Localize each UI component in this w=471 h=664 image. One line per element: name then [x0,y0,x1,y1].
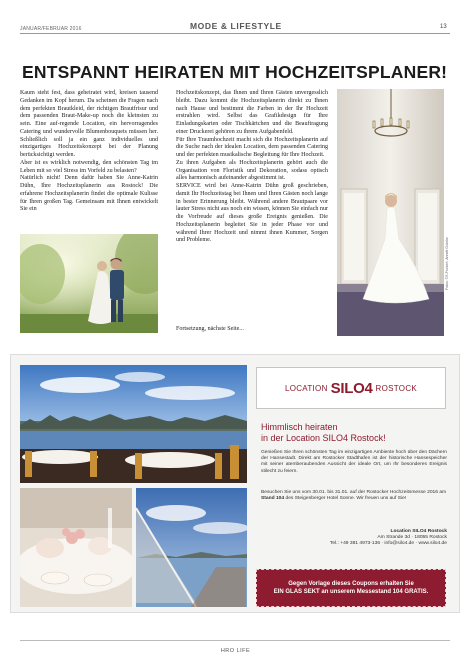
paragraph: Aber ist es wirklich notwendig, den schönsten Tag im Leben mit so viel Stress im Vorfeld zu belasten? [20,159,158,174]
paragraph: Hochzeitskonzept, das Ihnen und Ihren Gästen unvergesslich bleibt. Dazu kommt die Hochzeitsplanerin direkt zu Ihnen nach Hause und bestimmt die Farben in der Ihr Hochzeit erstrahlen wird. Selbst das Grafikdesign für Ihre Einladungskarten oder Tischkärtchen und die Beauftragung einer Druckerei gehören zu ihrem Aufgabenfeld. [176,90,328,135]
ad-headline-line-2: in der Location SILO4 Rostock! [261,433,386,443]
address-name: Location SILO4 Rostock [390,529,447,534]
header-divider [20,33,450,34]
table-decoration-photo [20,488,132,607]
harbor-view-photo [136,488,247,607]
paragraph: SERVICE wird bei Anne-Katrin Dühn groß geschrieben, damit Ihr Hochzeitstag bei Ihnen und Ihren Gästen noch lange in bester Erinnerung bleibt. Während andere Brautpaare vor lauter Stress nicht aus noch ein wissen, können Sie einfach nur die Vorfreude auf dieses große Ereignis genießen. Die Hochzeitsplanerin begleitet Sie in jeder Phase vor und während Ihrer Hochzeit und nimmt ihnen Kummer, Sorgen und Probleme. [176,183,328,244]
bride-chandelier-photo [337,89,444,336]
footer-label: HRO LIFE [220,648,251,654]
article-column-2 [176,90,328,245]
continued-note: Fortsetzung, nächste Seite... [176,326,244,332]
photo-credit: Fotos: ©S.Pockert, Annett Grünke [445,237,449,290]
stand-number: Stand 104 [261,496,285,502]
paragraph: Zu ihren Aufgaben als Hochzeitsplanerin gehört auch die Organisation von Floristik und Dekoration, sodass optisch alles harmonisch aufeinander abgestimmt ist. [176,159,328,182]
section-title: MODE & LIFESTYLE [190,21,282,31]
ad-address [300,529,447,548]
address-street: Am Strande 3d · 18055 Rostock [377,535,447,541]
page-number: 13 [440,24,447,30]
issue-date: JANUAR/FEBRUAR 2016 [20,26,82,32]
coupon-box [256,569,446,607]
logo-location-text: LOCATION [284,383,328,393]
coupon-line-2: EIN GLAS SEKT an unserem Messestand 104 GRATIS. [273,589,429,595]
ad-description: Genießen Sie Ihren schönsten Tag im einzigartigen Ambiente hoch über den Dächern der Hansestadt. Direkt am Rostocker Stadthafen ist der historische Hansespeicher mit seiner atemberaubenden Aussicht der ideale Ort, um Ihr besonderes Ereignis stilecht zu feiern. [261,450,447,474]
visit-text: des Steigenberger Hotel Sonne. Wir freuen uns auf Sie! [284,496,407,502]
logo-city-text: ROSTOCK [375,383,418,393]
coupon-line-1: Gegen Vorlage dieses Coupons erhalten Sie [288,581,414,587]
visit-text: Besuchen Sie uns vom 30.01. bis 31.01. auf der Rostocker Hochzeitsmesse 2016 am [261,490,447,495]
address-contact: Tel.: +49 381 4973-136 · info@silo4.de · www.silo4.de [329,541,447,547]
paragraph: Kaum steht fest, dass geheiratet wird, kreisen tausend Gedanken im Kopf herum. Da scheinen die Fragen nach dem perfekten Brautkleid, der richtigen Brautfrisur und dem passenden Braut-Make-up noch die kleinsten zu sein. Eine auf-regende Location, ein hervorragendes Catering und wundervolle Blumenbouquets müssen her. Schließlich soll ja ein ganz individuelles und einzigartiges Hochzeitskonzept bei der Planung berücksichtigt werden. [20,90,158,158]
ad-headline-line-1: Himmlisch heiraten [261,422,338,432]
silo4-logo [256,367,446,409]
ad-headline [261,422,446,444]
paragraph: Für Ihre Traumhochzeit macht sich die Hochzeitsplanerin auf die Suche nach der idealen Location, dem passenden Catering und der perfekten musikalische Begleitung für Ihre Hochzeit. [176,136,328,158]
logo-brand-text: SILO4 [330,379,373,397]
paragraph: Natürlich nicht! Denn dafür haben Sie Anne-Katrin Dühn, Ihre Hochzeitsplanerin aus Rostock! Die erfahrene Hochzeitsplanerin findet die optimale Kulisse für Ihren großen Tag. Gemeinsam mit Ihnen entwickelt Sie ein [20,175,158,213]
footer-divider [20,640,450,641]
article-column-1 [20,90,158,214]
article-title: ENTSPANNT HEIRATEN MIT HOCHZEITSPLANER! [22,62,448,82]
ad-visit-info [261,490,447,502]
restaurant-harbor-panorama-photo [20,365,247,483]
wedding-couple-photo [20,234,158,333]
